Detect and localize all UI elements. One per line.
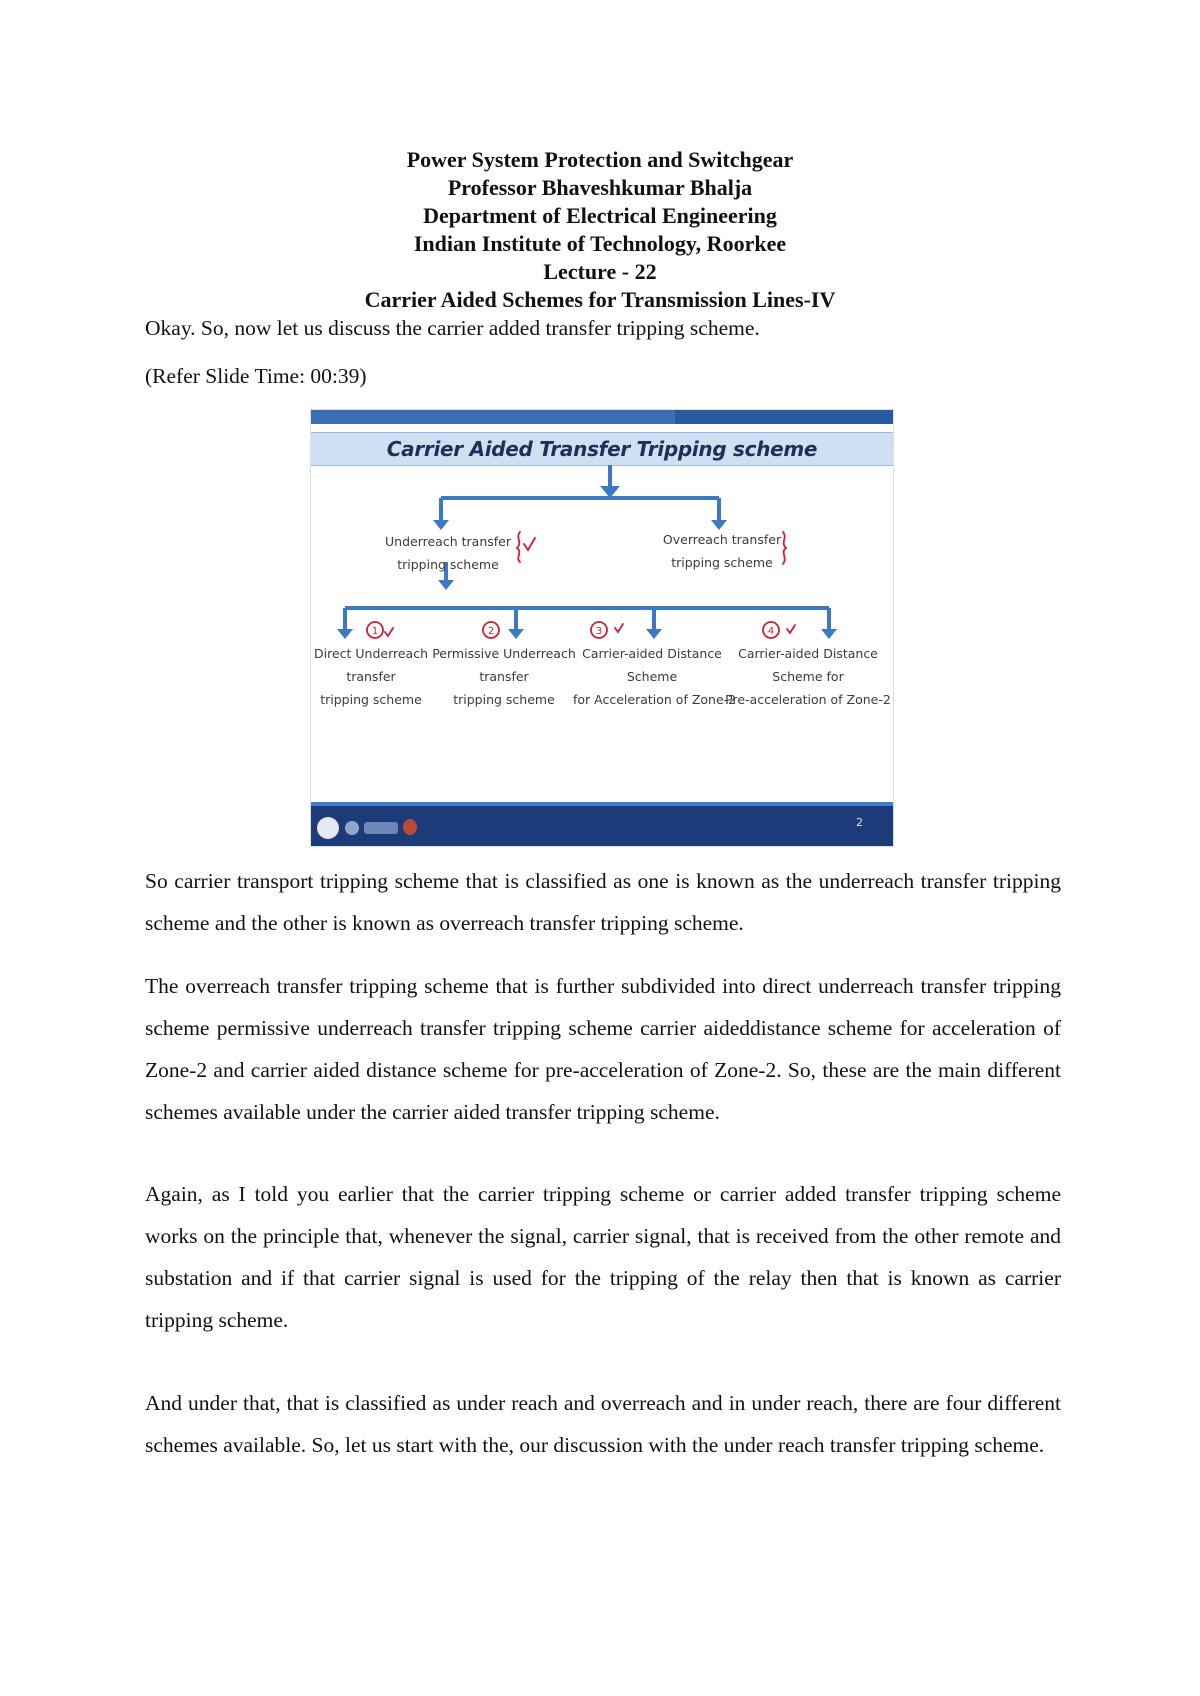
- scheme-4-label: Carrier-aided Distance Scheme for Pre-acceleration of Zone-2: [725, 646, 891, 707]
- scheme-tree-diagram: [311, 410, 893, 846]
- nptel-logo-icon: [345, 821, 359, 835]
- course-title: Power System Protection and Switchgear: [406, 147, 794, 172]
- department-name: Department of Electrical Engineering: [423, 203, 777, 228]
- slide-footer: [311, 806, 893, 846]
- institute-name: Indian Institute of Technology, Roorkee: [413, 231, 787, 256]
- intro-paragraph: Okay. So, now let us discuss the carrier added transfer tripping scheme.: [145, 316, 760, 340]
- swayam-logo-icon: [364, 822, 398, 834]
- partner-logo-icon: [403, 819, 417, 835]
- paragraph-1: So carrier transport tripping scheme that is classified as one is known as the underreach transfer tripping scheme and the other is known as overreach transfer tripping scheme.: [145, 869, 1061, 935]
- scheme-1-label: Direct Underreach transfer tripping scheme: [313, 646, 429, 707]
- lecture-slide: [311, 410, 893, 846]
- annotation-number-3: 3: [595, 626, 603, 637]
- annotation-number-4: 4: [767, 626, 775, 637]
- annotation-number-1: 1: [371, 626, 379, 637]
- underreach-arrow-head: [433, 520, 449, 530]
- paragraph-2: The overreach transfer tripping scheme that is further subdivided into direct underreach transfer tripping scheme permissive underreach transfer tripping scheme carrier aideddistance scheme for acceleration of Zone-2 and carrier aided distance scheme for pre-acceleration of Zone-2. So, these are the main different schemes available under the carrier aided transfer tripping scheme.: [145, 974, 1061, 1124]
- scheme2-arrow-head: [508, 629, 524, 639]
- annotation-tick-4: [787, 625, 795, 633]
- paragraph-3: Again, as I told you earlier that the carrier tripping scheme or carrier added transfer tripping scheme works on the principle that, whenever the signal, carrier signal, that is received from the other remote and substation and if that carrier signal is used for the tripping of the relay then that is known as carrier tripping scheme.: [145, 1182, 1061, 1332]
- underreach-down-head: [438, 580, 454, 590]
- annotation-tick-3: [615, 624, 623, 632]
- annotation-tick-1: [385, 628, 393, 636]
- overreach-label: Overreach transfer tripping scheme: [662, 532, 782, 570]
- document-header: [0, 146, 1200, 314]
- lecture-topic: Carrier Aided Schemes for Transmission Lines-IV: [364, 287, 836, 312]
- slide-title: Carrier Aided Transfer Tripping scheme: [386, 437, 818, 461]
- scheme4-arrow-head: [821, 629, 837, 639]
- underreach-label: Underreach transfer tripping scheme: [385, 534, 511, 572]
- slide-page-number: 2: [856, 816, 863, 829]
- scheme3-arrow-head: [646, 629, 662, 639]
- underreach-tick-mark: [524, 538, 535, 550]
- professor-name: Professor Bhaveshkumar Bhalja: [447, 175, 753, 200]
- scheme-2-label: Permissive Underreach transfer tripping scheme: [432, 646, 576, 707]
- lecture-number: Lecture - 22: [543, 259, 657, 284]
- annotation-number-2: 2: [487, 626, 495, 637]
- scheme1-arrow-head: [337, 629, 353, 639]
- scheme-3-label: Carrier-aided Distance Scheme for Acceleration of Zone-2: [573, 646, 737, 707]
- institute-logo-icon: [317, 817, 339, 839]
- refer-slide-time: (Refer Slide Time: 00:39): [145, 364, 367, 388]
- paragraph-4: And under that, that is classified as under reach and overreach and in under reach, there are four different schemes available. So, let us start with the, our discussion with the under reach transfer tripping scheme.: [145, 1391, 1061, 1457]
